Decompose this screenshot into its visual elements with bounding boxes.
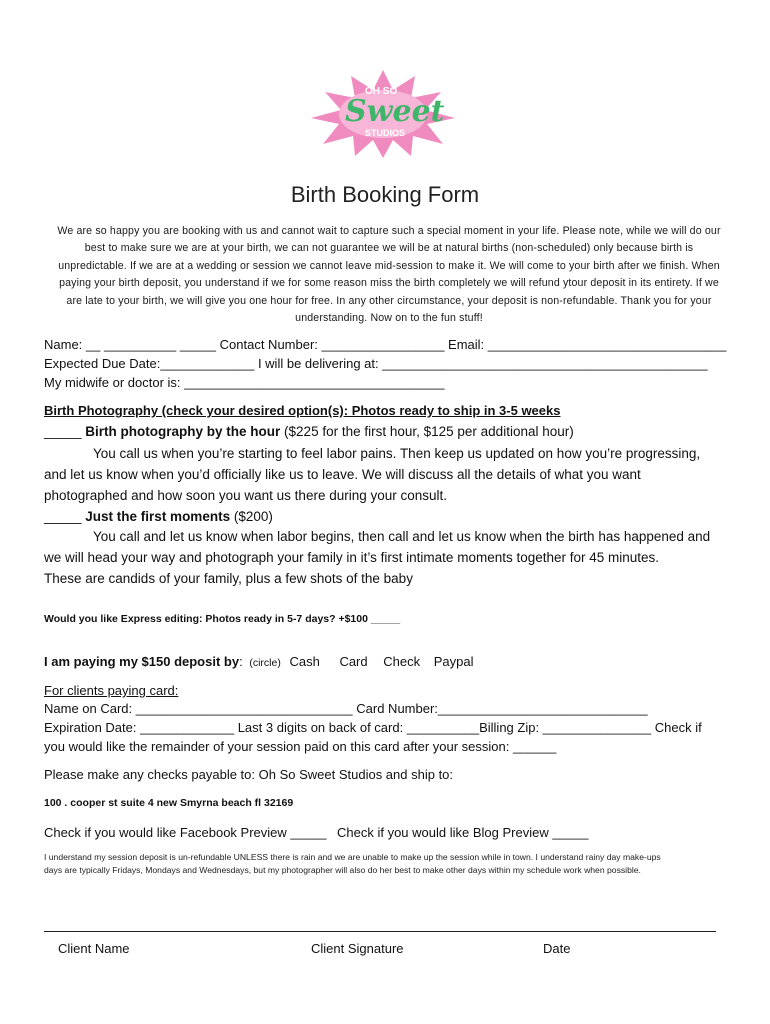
client-name-label: Client Name (58, 941, 130, 956)
facebook-preview-line[interactable]: Check if you would like Facebook Preview _____ (44, 825, 327, 840)
deposit-option-cash[interactable]: Cash (289, 654, 320, 669)
studio-logo (303, 68, 463, 158)
option-first-moments[interactable] (44, 509, 273, 524)
card-heading (44, 683, 178, 698)
checks-payable-line: Please make any checks payable to: Oh So Sweet Studios and ship to: (44, 767, 454, 782)
express-editing-line[interactable] (44, 613, 400, 625)
deposit-colon: : (239, 654, 243, 669)
option-description: we will head your way and photograph your family in it’s first intimate moments together for 45 minutes. (44, 550, 660, 565)
due-date-line[interactable]: Expected Due Date:_____________ I will be delivering at: _____________________________________________ (44, 356, 708, 371)
option-title: Birth photography by the hour (85, 424, 281, 439)
option-by-hour[interactable] (44, 424, 574, 439)
logo-top-text: OH SO (365, 86, 398, 97)
client-signature-label: Client Signature (311, 941, 404, 956)
signature-line[interactable] (44, 931, 716, 932)
option-description: and let us know when you’d officially like us to leave. We will discuss all the details of what you want (44, 467, 641, 482)
date-label: Date (543, 941, 571, 956)
card-expiration-line[interactable]: Expiration Date: _____________ Last 3 digits on back of card: __________Billing Zip: _______________ Check if (44, 720, 702, 735)
deposit-line[interactable] (44, 654, 473, 669)
option-description: These are candids of your family, plus a few shots of the baby (44, 571, 413, 586)
deposit-label: I am paying my $150 deposit by (44, 654, 240, 669)
option-blank[interactable]: _____ (44, 424, 86, 439)
option-price: ($225 for the first hour, $125 per additional hour) (280, 424, 574, 439)
express-text: Would you like Express editing: Photos ready in 5-7 days? +$100 _____ (44, 613, 401, 625)
option-price: ($200) (230, 509, 273, 524)
logo-main-text: Sweet (345, 94, 445, 129)
card-name-line[interactable]: Name on Card: ______________________________ Card Number:_____________________________ (44, 701, 648, 716)
circle-hint: (circle) (249, 657, 281, 669)
deposit-option-card[interactable]: Card (339, 654, 368, 669)
midwife-line[interactable]: My midwife or doctor is: ____________________________________ (44, 375, 445, 390)
card-remainder-line[interactable]: you would like the remainder of your session paid on this card after your session: ______ (44, 739, 557, 754)
option-description: You call us when you’re starting to feel labor pains. Then keep us updated on how you’re progressing, (93, 446, 701, 461)
disclaimer-line: days are typically Fridays, Mondays and Wednesdays, but my photographer will also do her best to make other days within my schedule work when possible. (44, 865, 641, 875)
option-blank[interactable]: _____ (44, 509, 86, 524)
blog-preview-line[interactable]: Check if you would like Blog Preview _____ (337, 825, 589, 840)
page-title: Birth Booking Form (290, 182, 480, 207)
shipping-address (44, 797, 293, 809)
birth-photography-heading (44, 403, 560, 418)
option-description: You call and let us know when labor begins, then call and let us know when the birth has happened and (93, 529, 711, 544)
birth-heading-text: Birth Photography (check your desired option(s): Photos ready to ship in 3-5 weeks (44, 403, 561, 418)
intro-paragraph: We are so happy you are booking with us and cannot wait to capture such a special moment in your life. Please note, while we will do our best to make sure we are at your birth, we can not guarantee we will be at natural births (non-scheduled) only because birth is unpredictable. If we are at a wedding or session we cannot leave mid-session to make it. We will come to your birth after we finish. When paying your birth deposit, you understand if we for some reason miss the birth completely we will refund ytour deposit in its entirety. If we are late to your birth, we will give you one hour for free. In any other circumstance, your deposit is non-refundable. Thank you for your understanding. Now on to the fun stuff! (57, 225, 721, 325)
logo-bottom-text: STUDIOS (365, 128, 406, 138)
card-heading-text: For clients paying card: (44, 683, 179, 698)
disclaimer-line: I understand my session deposit is un-refundable UNLESS there is rain and we are unable to make up the session while in town. I understand rainy day make-ups (44, 852, 661, 862)
deposit-option-paypal[interactable]: Paypal (433, 654, 474, 669)
contact-fields-line[interactable]: Name: __ __________ _____ Contact Number: _________________ Email: _________________________________ (44, 337, 727, 352)
address-text: 100 . cooper st suite 4 new Smyrna beach fl 32169 (44, 797, 294, 809)
option-title: Just the first moments (85, 509, 231, 524)
deposit-option-check[interactable]: Check (383, 654, 421, 669)
option-description: photographed and how soon you want us there during your consult. (44, 488, 448, 503)
